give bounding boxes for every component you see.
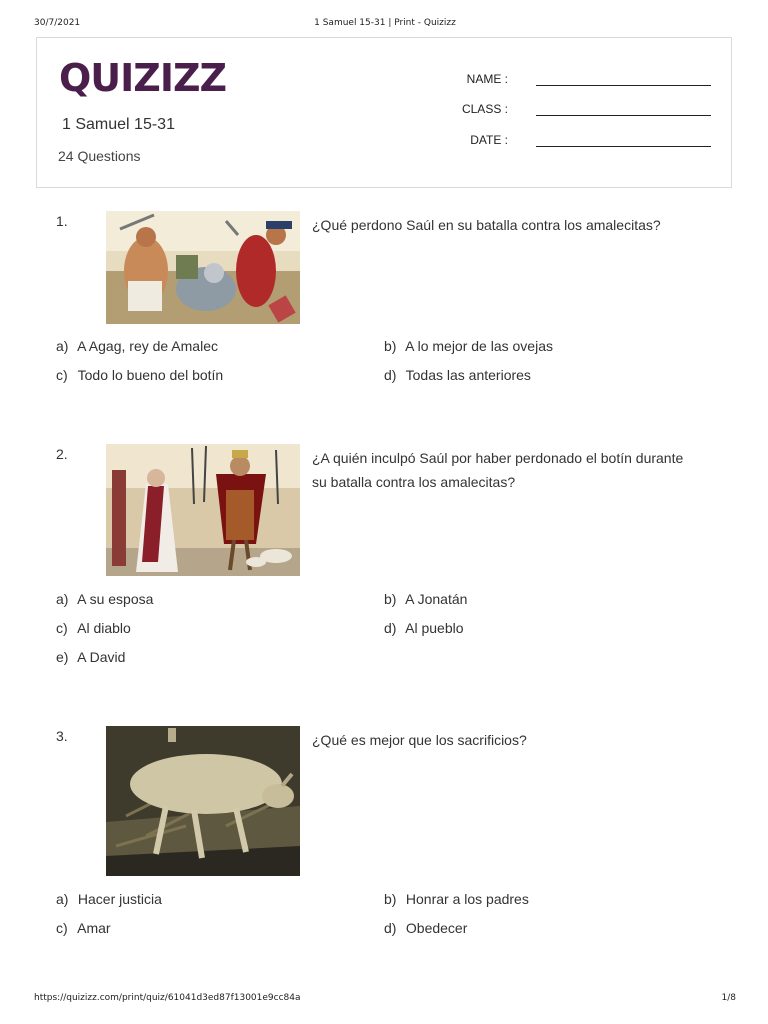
option-b[interactable] <box>384 591 467 607</box>
option-text: Todas las anteriores <box>405 367 531 383</box>
option-text: Honrar a los padres <box>405 891 529 907</box>
question-3-image <box>106 726 300 876</box>
question-2-image <box>106 444 300 576</box>
option-text: Todo lo bueno del botín <box>77 367 224 383</box>
option-letter: b) <box>384 891 397 907</box>
option-text: A lo mejor de las ovejas <box>405 338 553 354</box>
option-text: A Agag, rey de Amalec <box>77 338 218 354</box>
question-number: 3. <box>56 728 68 744</box>
option-text: A David <box>77 649 126 665</box>
option-letter: a) <box>56 338 69 354</box>
option-letter: d) <box>384 367 397 383</box>
option-c[interactable] <box>56 367 223 383</box>
option-b[interactable] <box>384 338 553 354</box>
print-date: 30/7/2021 <box>34 18 81 28</box>
option-text: Al pueblo <box>405 620 464 636</box>
date-line <box>536 146 711 147</box>
option-letter: c) <box>56 920 68 936</box>
option-text: Amar <box>77 920 111 936</box>
question-count: 24 Questions <box>58 148 141 164</box>
question-text: ¿Qué perdono Saúl en su batalla contra los amalecitas? <box>312 217 661 233</box>
class-line <box>536 115 711 116</box>
class-field[interactable] <box>461 102 711 122</box>
question-number: 2. <box>56 446 68 462</box>
page-number: 1/8 <box>721 993 736 1003</box>
name-field[interactable] <box>467 72 711 92</box>
print-header <box>34 18 736 32</box>
question-text: ¿Qué es mejor que los sacrificios? <box>312 732 527 748</box>
date-field[interactable] <box>467 133 711 153</box>
question-1 <box>56 213 732 393</box>
option-c[interactable] <box>56 620 131 636</box>
option-letter: c) <box>56 620 68 636</box>
option-e[interactable] <box>56 649 125 665</box>
option-letter: d) <box>384 620 397 636</box>
class-label: CLASS : <box>461 102 508 116</box>
print-url: https://quizizz.com/print/quiz/61041d3ed87f13001e9cc84a <box>34 993 301 1003</box>
question-1-image <box>106 211 300 324</box>
name-line <box>536 85 711 86</box>
date-label: DATE : <box>470 133 508 147</box>
option-letter: e) <box>56 649 69 665</box>
option-d[interactable] <box>384 620 464 636</box>
option-d[interactable] <box>384 920 467 936</box>
question-text: ¿A quién inculpó Saúl por haber perdonado el botín durante su batalla contra los amalecitas? <box>312 450 684 490</box>
question-number: 1. <box>56 213 68 229</box>
option-text: Hacer justicia <box>77 891 162 907</box>
quizizz-logo: QUIZIZZ <box>59 56 227 100</box>
name-label: NAME : <box>466 72 508 86</box>
option-a[interactable] <box>56 591 153 607</box>
option-text: Obedecer <box>405 920 468 936</box>
question-3 <box>56 728 732 948</box>
option-letter: b) <box>384 338 397 354</box>
option-letter: c) <box>56 367 68 383</box>
option-a[interactable] <box>56 891 162 907</box>
quiz-title: 1 Samuel 15-31 <box>62 116 175 133</box>
question-2 <box>56 446 732 676</box>
option-text: Al diablo <box>77 620 131 636</box>
option-letter: a) <box>56 591 69 607</box>
quiz-header-box <box>36 37 732 188</box>
option-letter: d) <box>384 920 397 936</box>
option-text: A su esposa <box>77 591 154 607</box>
print-title: 1 Samuel 15-31 | Print - Quizizz <box>314 18 456 28</box>
print-footer <box>34 993 736 1007</box>
option-d[interactable] <box>384 367 531 383</box>
option-a[interactable] <box>56 338 218 354</box>
option-letter: b) <box>384 591 397 607</box>
option-b[interactable] <box>384 891 529 907</box>
option-text: A Jonatán <box>405 591 468 607</box>
option-letter: a) <box>56 891 69 907</box>
option-c[interactable] <box>56 920 111 936</box>
